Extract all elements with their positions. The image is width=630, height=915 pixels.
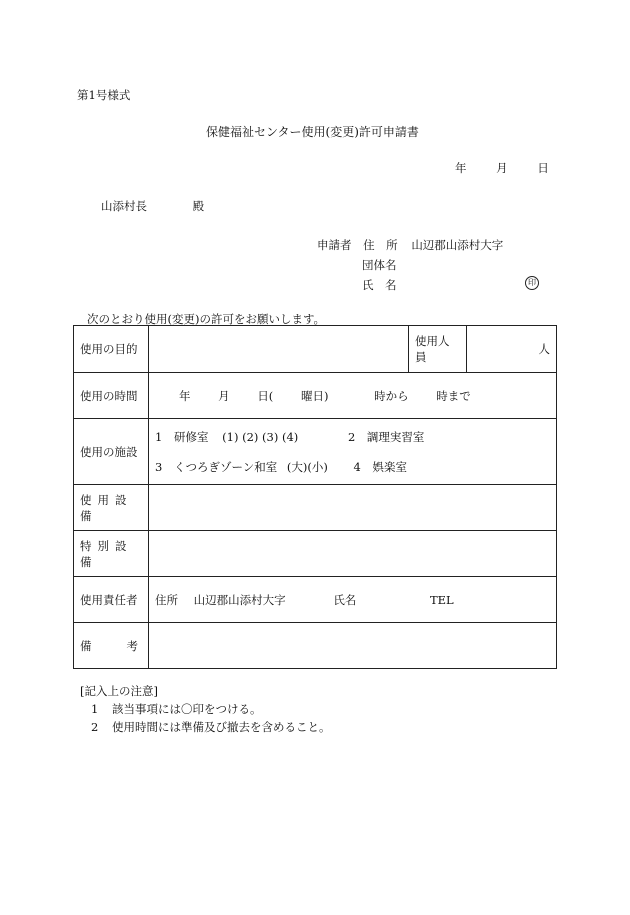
special-label: 特別設備 bbox=[74, 531, 149, 577]
responsible-tel-label: TEL bbox=[429, 592, 454, 607]
date-year: 年 bbox=[455, 161, 467, 175]
row-responsible bbox=[74, 577, 557, 623]
people-field[interactable] bbox=[467, 326, 557, 373]
notes-item-2-no: 2 bbox=[91, 720, 99, 734]
remarks-field[interactable] bbox=[149, 623, 557, 669]
document-title: 保健福祉センター使用(変更)許可申請書 bbox=[206, 125, 419, 139]
notes-item-2-text: 使用時間には準備及び撤去を含めること。 bbox=[111, 720, 331, 734]
time-label: 使用の時間 bbox=[74, 373, 149, 419]
responsible-address-label: 住所 bbox=[155, 592, 178, 607]
seal-mark bbox=[525, 274, 539, 290]
facility-item3[interactable]: くつろぎゾーン和室 bbox=[173, 459, 278, 474]
notes-heading: [記入上の注意] bbox=[80, 684, 158, 698]
date-month: 月 bbox=[496, 161, 508, 175]
time-weekday: 曜日) bbox=[300, 388, 329, 403]
seal-icon: 印 bbox=[525, 276, 539, 290]
row-special bbox=[74, 531, 557, 577]
notes-item-2 bbox=[91, 719, 330, 735]
responsible-label: 使用責任者 bbox=[74, 577, 149, 623]
date-line bbox=[455, 160, 549, 176]
time-until: 時まで bbox=[436, 388, 471, 403]
purpose-label: 使用の目的 bbox=[74, 326, 149, 373]
equipment-label: 使用設備 bbox=[74, 485, 149, 531]
special-field[interactable] bbox=[149, 531, 557, 577]
responsible-address-value: 山辺郡山添村大字 bbox=[193, 592, 286, 607]
people-unit: 人 bbox=[538, 342, 550, 356]
responsible-name-label: 氏名 bbox=[333, 592, 357, 607]
date-day: 日 bbox=[537, 161, 549, 175]
facility-item3-rooms[interactable]: (大)(小) bbox=[286, 459, 328, 474]
facility-item1[interactable]: 研修室 bbox=[173, 429, 209, 444]
remarks-label-2: 考 bbox=[126, 638, 138, 653]
facility-item2[interactable]: 調理実習室 bbox=[366, 429, 425, 444]
facility-item4[interactable]: 娯楽室 bbox=[372, 459, 408, 474]
row-remarks bbox=[74, 623, 557, 669]
facility-item3-no: 3 bbox=[155, 459, 163, 474]
facility-item1-rooms[interactable]: (1) (2) (3) (4) bbox=[222, 429, 299, 444]
equipment-field[interactable] bbox=[149, 485, 557, 531]
purpose-field[interactable] bbox=[149, 326, 409, 373]
notes-item-1 bbox=[91, 701, 261, 717]
row-time bbox=[74, 373, 557, 419]
people-label: 使用人員 bbox=[409, 326, 467, 373]
facility-field[interactable] bbox=[149, 419, 557, 485]
applicant-address-label: 住 所 bbox=[363, 238, 398, 252]
time-year: 年 bbox=[179, 388, 191, 403]
remarks-label-1: 備 bbox=[80, 638, 92, 653]
applicant-label: 申請者 bbox=[317, 238, 352, 252]
row-equipment bbox=[74, 485, 557, 531]
facility-item4-no: 4 bbox=[353, 459, 361, 474]
form-number: 第1号様式 bbox=[77, 88, 131, 102]
applicant-name-label: 氏 名 bbox=[362, 278, 397, 292]
remarks-label bbox=[74, 623, 149, 669]
applicant-address-value: 山辺郡山添村大字 bbox=[411, 238, 504, 252]
notes-item-1-text: 該当事項には〇印をつける。 bbox=[111, 702, 262, 716]
addressee bbox=[101, 198, 204, 214]
facility-item2-no: 2 bbox=[347, 429, 356, 444]
time-day: 日( bbox=[257, 388, 274, 403]
time-from: 時から bbox=[374, 388, 409, 403]
facility-line-1 bbox=[155, 422, 550, 452]
row-facility bbox=[74, 419, 557, 485]
applicant-group-label: 団体名 bbox=[362, 258, 397, 272]
addressee-name: 山添村長 bbox=[101, 199, 147, 213]
notes-item-1-no: 1 bbox=[91, 702, 99, 716]
applicant-block bbox=[317, 235, 503, 295]
time-field[interactable] bbox=[149, 373, 557, 419]
facility-label: 使用の施設 bbox=[74, 419, 149, 485]
addressee-honorific: 殿 bbox=[192, 199, 205, 213]
row-purpose bbox=[74, 326, 557, 373]
responsible-field[interactable] bbox=[149, 577, 557, 623]
facility-line-2 bbox=[155, 452, 550, 482]
request-text: 次のとおり使用(変更)の許可をお願いします。 bbox=[87, 312, 326, 326]
application-table bbox=[73, 325, 557, 669]
facility-item1-no: 1 bbox=[155, 429, 163, 444]
time-month: 月 bbox=[218, 388, 230, 403]
